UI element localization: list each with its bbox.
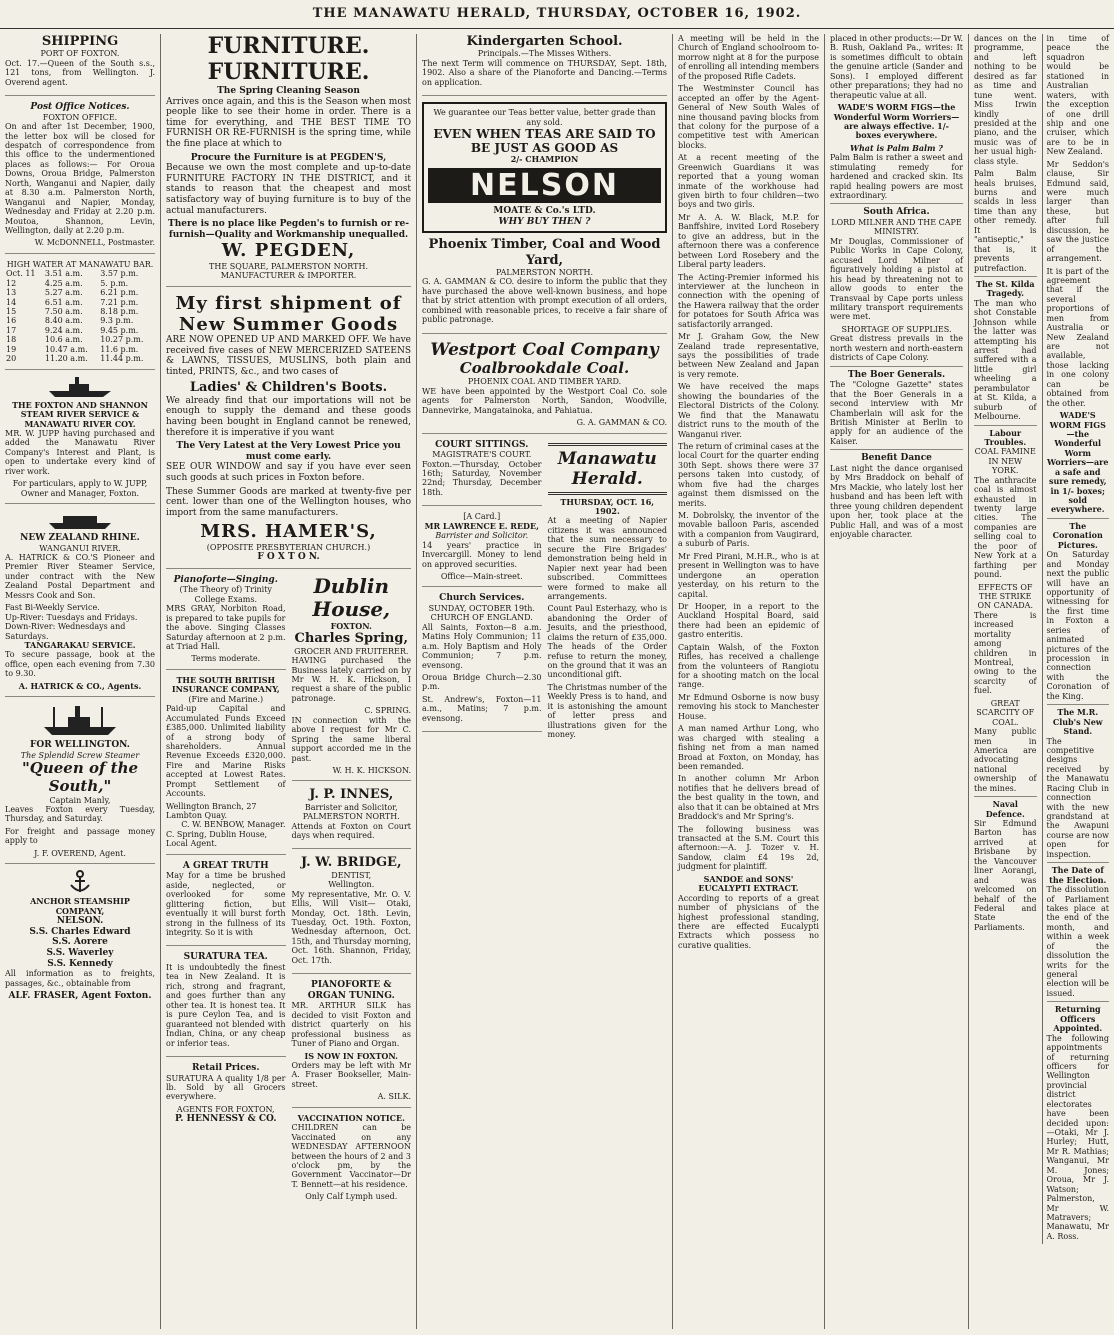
news-item: A meeting will be held in the Church of England schoolroom to-morrow night at 8 for the purpose of enrolling all intending members of the proposed Rifle Cadets. [678, 34, 819, 81]
wellington-head: FOR WELLINGTON. [30, 740, 130, 751]
worm-figs-ad-2: WADE'S WORM FIGS—the Wonderful Worm Worriers—are a safe and sure remedy, in 1/- boxes; sold everywhere. [1047, 410, 1109, 515]
dublin-town: FOXTON. [330, 620, 372, 631]
rhine-up: Up-River: Tuesdays and Fridays. [5, 612, 138, 622]
tide-cell: Oct. 11 [6, 269, 36, 279]
nelson-co: MOATE & Co.'s LTD. [493, 206, 596, 217]
tide-cell: 9.45 p.m. [100, 325, 139, 335]
herald-text: At a meeting of Napier citizens it was announced that the sum necessary to secure the Fire Brigades' demonstration being held in Napier next year had been subscribed. Committees were formed to make all arrangements. [547, 516, 667, 601]
tide-cell: 11.20 a.m. [44, 354, 88, 364]
tide-cell: 6.51 a.m. [44, 297, 83, 307]
furniture-addr: THE SQUARE, PALMERSTON NORTH. [209, 261, 368, 271]
westport-ad [422, 340, 667, 434]
tide-cell: 5. p.m. [100, 278, 129, 288]
col3-split-row [422, 440, 667, 743]
insurance-head: THE SOUTH BRITISH INSURANCE COMPANY, [171, 674, 280, 695]
vaccination-head: VACCINATION NOTICE. [297, 1112, 405, 1123]
rhine-text: A. HATRICK & CO.'S Pioneer and Premier River Steamer Service, under contract with the New Zealand Postal Department and Messrs Cook and Son. [5, 553, 155, 600]
bridge-text: My representative, Mr. O. V. Ellis, Will Visit— Otaki, Monday, Oct. 18th. Levin, Tuesday, Oct. 19th. Foxton, Wednesday afternoon, Oct. 15th, and Thursday morning, Oct. 16th. Shannon, Friday, Oct. 17th. [291, 889, 411, 965]
tide-cell: 14 [6, 297, 17, 307]
col2-split-row [166, 575, 411, 1202]
furniture-text2: Because we own the most complete and up-to-date FURNITURE FACTORY IN THE DISTRICT, and it stands to reason that the cheapest and most satisfactory way of buying furniture is to buy of the actual manufacturers. [166, 163, 411, 216]
anchor-note: All information as to freights, passages, &c., obtainable from [5, 969, 155, 988]
news-item: The return of criminal cases at the local Court for the quarter ending 30th Sept. shows there were 37 persons taken into custody, of whom five had the charges against them dismissed on the merits. [678, 441, 819, 508]
anchor-company [5, 870, 155, 1001]
prices-name: P. HENNESSY & CO. [175, 1114, 277, 1125]
timber-text: G. A. GAMMAN & CO. desire to inform the public that they have purchased the above well-known business, and hope that by strict attention with prompt execution of all orders, combined with reasonable prices, to receive a fair share of public patronage. [422, 277, 667, 325]
naval-head: Naval Defence. [974, 796, 1037, 819]
palm-balm-head: What is Palm Balm ? [850, 142, 943, 153]
tide-cell: 19 [6, 344, 17, 354]
furniture-text: Arrives once again, and this is the Season when most people like to see their home in order. There is a time for everything, and THE BEST TIME TO FURNISH OR RE-FURNISH is the spring time, while the fine place at which to [166, 96, 411, 149]
tuning-now: IS NOW IN FOXTON. [304, 1050, 398, 1061]
tuning-text: MR. ARTHUR SILK has decided to visit Foxton and district quarterly on his professional business as Tuner of Piano and Organ. [291, 1001, 411, 1049]
shipment-latest: The Very Latest at the Very Lowest Price you must come early. [176, 441, 401, 462]
timber-ad [422, 237, 667, 333]
tide-row [5, 335, 155, 344]
benefit-head: Benefit Dance [830, 449, 963, 464]
col6-right-sub [1042, 34, 1110, 1244]
tide-cell: 7.50 a.m. [44, 307, 83, 316]
tide-cell: 12 [6, 278, 17, 288]
tide-cell: 7.21 p.m. [100, 297, 139, 307]
shipment-boots: Ladies' & Children's Boots. [189, 380, 388, 396]
worm-figs-ad: WADE'S WORM FIGS—the Wonderful Worm Worriers—are always effective. 1/- boxes everywhere. [833, 102, 960, 141]
nelson-why: WHY BUY THEN ? [498, 216, 591, 227]
herald-date: THURSDAY, OCT. 16, 1902. [560, 496, 655, 517]
reade-text: 14 years' practice in Invercargill. Money to lend on approved securities. [422, 540, 542, 569]
tide-cell: 10.27 p.m. [100, 335, 144, 345]
shipment-text4: These Summer Goods are marked at twenty-five per cent. lower than one of the Wellington houses, who import from the same manufacturers. [166, 486, 411, 518]
herald-rule [548, 443, 668, 446]
steam-contact: For particulars, apply to W. JUPP, Owner and Manager, Foxton. [12, 479, 148, 498]
kilda-head: The St. Kilda Tragedy. [974, 276, 1037, 299]
dublin-text: HAVING purchased the Business lately carried on by Mr W. H. K. Hickson, I request a share of the public patronage. [291, 656, 411, 703]
rhine-head: NEW ZEALAND RHINE. [20, 533, 140, 543]
furniture-sub: The Spring Cleaning Season [217, 85, 360, 96]
news-item: According to reports of a great number of physicians of the highest professional standing, there are effected Eucalypti Extracts which possess no curative qualities. [678, 893, 819, 950]
church-date: SUNDAY, OCTOBER 19th. [428, 603, 535, 613]
news-item: In another column Mr Arbon notifies that he delivers bread of the best quality in the town, and also that it can be obtained at Mrs Braddock's and Mr Spring's. [678, 774, 819, 822]
westport-text: WE have been appointed by the Westport Coal Co. sole agents for Palmerston North, Sandon, Woodville, Dannevirke, Mangatainoka, and Pahiatua. [422, 386, 667, 415]
tide-row [5, 279, 155, 288]
column-2 [160, 34, 416, 1329]
tide-cell: 20 [6, 354, 17, 364]
post-office [5, 102, 155, 254]
club-text: The competitive designs received by the Manawatu Racing Club in connection with the new grandstand at the Awapuni course are now open for inspection. [1046, 736, 1109, 859]
news-item: The Westminster Council has accepted an offer by the Agent-General of New South Wales of nine thousand paving blocks from that colony for the purpose of a competitive test with American blocks. [678, 84, 819, 150]
tide-cell: 16 [6, 316, 17, 326]
shortage-head: SHORTAGE OF SUPPLIES. [841, 324, 952, 334]
herald-text3: The Christmas number of the Weekly Press is to hand, and it is astonishing the amount of letter press and illustrations given for the money. [547, 682, 667, 740]
kindergarten-ad [422, 34, 667, 96]
church-head: Church Services. [439, 593, 525, 604]
shipment-head: My first shipment of New Summer Goods [175, 292, 402, 335]
tide-cell: 11.6 p.m. [100, 344, 139, 354]
news-item: Captain Walsh, of the Foxton Rifles, has received a challenge from the volunteers of Rangiotu for a shooting match on the local range. [678, 642, 819, 690]
church-sub: CHURCH OF ENGLAND. [430, 613, 533, 623]
coronation-head: The Coronation Pictures. [1047, 518, 1110, 550]
steam-head: THE FOXTON AND SHANNON STEAM RIVER SERVICE & MANAWATU RIVER COY. [12, 399, 148, 429]
prices-head: Retail Prices. [192, 1062, 260, 1073]
news-item: A man named Arthur Long, who was charged with stealing a fishing net from a man named Broad at Foxton, on Monday, has been remanded. [678, 724, 819, 771]
summer-goods-ad [166, 293, 411, 569]
wellington-steamer [5, 703, 155, 864]
dublin-text2: IN connection with the above I request for Mr C. Spring the same liberal support accorded me in the past. [291, 715, 411, 763]
rhine-sub: WANGANUI RIVER. [39, 543, 121, 553]
column-6 [968, 34, 1114, 1329]
post-office-sub: FOXTON OFFICE. [42, 112, 118, 122]
shipping-head: SHIPPING [41, 34, 119, 49]
anchor-ship-name: S.S. Aorere [52, 937, 108, 948]
election-head: The Date of the Election. [1047, 862, 1110, 885]
news-item: It is part of the agreement that if the several proportions of men from Australia or New Zealand are not available, those lacking in one colony can be obtained from the other. [1046, 266, 1109, 408]
tide-rows [5, 269, 155, 363]
returning-head: Returning Officers Appointed. [1047, 1001, 1110, 1033]
tuning-sign: A. SILK. [377, 1092, 411, 1102]
church-text: All Saints, Foxton—8 a.m. Matins Holy Communion; 11 a.m. Holy Baptism and Holy Communion; 7 p.m. evensong. [422, 622, 542, 670]
postmaster: W. McDONNELL, Postmaster. [34, 238, 155, 248]
nelson-brand: NELSON [428, 168, 661, 203]
reade-card [422, 512, 542, 587]
news-item: Mr J. Graham Gow, the New Zealand trade representative, says the possibilities of trade between New Zealand and Japan is very remote. [678, 332, 819, 379]
nelson-tea-ad [422, 102, 667, 233]
suratura-head: SURATURA TEA. [183, 952, 268, 963]
shortage-text: Great distress prevails in the north western and north-eastern districts of Cape Colony. [830, 334, 963, 363]
piano-sub: (The Theory of) Trinity College Exams. [179, 585, 272, 604]
furniture-procure: Procure the Furniture is at PEGDEN'S, [190, 152, 387, 163]
nelson-price: 2/- CHAMPION [510, 154, 579, 165]
col2-left-sub [166, 575, 286, 1202]
rhine-agents: A. HATRICK & CO., Agents. [18, 680, 142, 691]
bridge-sub: DENTIST, [331, 870, 372, 880]
tide-cell: 13 [6, 288, 17, 298]
coal-sub: COAL FAMINE IN NEW YORK. [974, 447, 1036, 476]
furniture-head: FURNITURE. FURNITURE. [207, 34, 370, 85]
anchor-agent: ALF. FRASER, Agent Foxton. [8, 991, 152, 1002]
kinder-text: The next Term will commence on THURSDAY, Sept. 18th, 1902. Also a share of the Pianoforte and Dancing.—Terms on application. [422, 58, 667, 87]
kinder-principals: Principals.—The Misses Withers. [477, 49, 612, 59]
anchor-ship-name: S.S. Charles Edward [29, 926, 131, 937]
wellington-sail: Leaves Foxton every Tuesday, Thursday, and Saturday. [5, 805, 155, 824]
piano-ad [166, 575, 286, 670]
tide-cell: 18 [6, 335, 17, 345]
tide-cell: 17 [6, 325, 17, 335]
church-text2: Oroua Bridge Church—2.30 p.m. [422, 673, 542, 692]
nelson-even: EVEN WHEN TEAS ARE SAID TO BE JUST AS GOOD AS [433, 126, 656, 156]
piano-head: Pianoforte—Singing. [173, 574, 278, 585]
prices-text: SURATURA A quality 1/8 per lb. Sold by all Grocers everywhere. [166, 1073, 286, 1102]
vaccination-lymph: Only Calf Lymph used. [305, 1192, 398, 1202]
insurance-mgr: C. W. BENBOW, Manager. [181, 820, 286, 830]
south-africa-text: Mr Douglas, Commissioner of Public Works in Cape Colony, accused Lord Milner of figuratively holding a pistol at his head by threatening not to allow goods to enter the Transvaal by Cape ports unless military transport requirements were met. [830, 236, 963, 322]
election-text: The dissolution of Parliament takes place at the end of the month, and within a week of the dissolution the writs for the general election will be issued. [1046, 885, 1109, 998]
vaccination-text: CHILDREN can be Vaccinated on any WEDNESDAY AFTERNOON between the hours of 2 and 3 o'clock pm, by the Government Vaccinator—Dr T. Bennett—at his residence. [291, 1123, 411, 1189]
tide-row [5, 298, 155, 307]
truth-head: A GREAT TRUTH [182, 860, 269, 871]
innes-text: Attends at Foxton on Court days when required. [291, 821, 411, 841]
col2-right-sub [292, 575, 412, 1202]
suratura-text: It is undoubtedly the finest tea in New Zealand. It is rich, strong and fragrant, and goes further than any other tea. It is honest tea. It is pure Ceylon Tea, and is guaranteed not blended with Indian, China, or any cheap or inferior teas. [166, 963, 286, 1048]
masthead-title: THE MANAWATU HERALD, THURSDAY, OCTOBER 16, 1902. [312, 6, 802, 21]
col6-split-row [974, 34, 1109, 1244]
shipping-notice [5, 34, 155, 96]
steam-text: MR. W. JUPP having purchased and added the Manawatu River Company's Interest and Plant, is open to undertake every kind of river work. [5, 428, 155, 476]
shipping-text: Oct. 17.—Queen of the South s.s., 121 tons, from Wellington. J. Overend agent. [5, 58, 155, 87]
westport-sign: G. A. GAMMAN & CO. [576, 418, 667, 428]
wellington-ship: "Queen of the South," [21, 759, 139, 795]
news-item: in time of peace the squadron would be stationed in Australian waters, with the exception of one drill ship and one cruiser, which are to be in New Zealand. [1046, 34, 1109, 157]
bridge-ad [292, 855, 412, 974]
canada-head: EFFECTS OF THE STRIKE ON CANADA. [977, 582, 1033, 611]
piano-text: MRS GRAY, Norbiton Road, is prepared to take pupils for the above. Singing Classes Saturday afternoon at 2 p.m. at Triad Hall. [166, 604, 286, 651]
tide-head: HIGH WATER AT MANAWATU BAR. [6, 259, 154, 269]
coronation-text: On Saturday and Monday next the public will have an opportunity of witnessing for the first time in Foxton a series of animated pictures of the procession in connection with the Coronation of the King. [1046, 550, 1109, 701]
insurance-ad [166, 676, 286, 855]
tide-cell: 3.57 p.m. [100, 269, 139, 279]
dublin-head: Dublin House, [312, 573, 391, 622]
column-1 [0, 34, 160, 1329]
tide-cell: 4.25 a.m. [44, 278, 83, 288]
wellington-agent: J. F. OVEREND, Agent. [34, 848, 126, 858]
shipment-opp: (OPPOSITE PRESBYTERIAN CHURCH.) [206, 542, 371, 552]
post-office-head: Post Office Notices. [30, 102, 130, 113]
innes-sub: Barrister and Solicitor, [304, 802, 398, 812]
court-sub: MAGISTRATE'S COURT. [432, 450, 532, 460]
herald-text2: Count Paul Esterhazy, who is abandoning the Order of Jesuits, and the priesthood, claims the return of £35,000. The heads of the Order refuse to return the money, on the ground that it was an unconditional gift. [547, 604, 667, 680]
news-item: Mr Seddon's clause, Sir Edmund said, were much larger than these, but after full discussion, he saw the justice of the arrangement. [1046, 159, 1109, 264]
coal-text: The anthracite coal is almost exhausted in twenty large cities. The companies are selling coal to the poor of New York at a farthing per pound. [974, 475, 1037, 580]
furniture-role: MANUFACTURER & IMPORTER. [220, 271, 357, 281]
col3-right-sub [548, 440, 668, 743]
timber-head: Phoenix Timber, Coal and Wood Yard, [428, 237, 661, 268]
insurance-text: Paid-up Capital and Accumulated Funds Exceed £385,000. Unlimited liability of a strong body of shareholders. Annual Revenue Exceeds £320,000. Fire and Marine Risks accepted at Lowest Rates. Prompt Settlement of Accounts. [166, 704, 286, 799]
tuning-ad [292, 980, 412, 1108]
court-text: Foxton.—Thursday, October 16th; Saturday, November 22nd; Thursday, December 18th. [422, 459, 542, 497]
column-4 [672, 34, 824, 1329]
riverboat-icon [45, 510, 115, 530]
church-ad [422, 593, 542, 732]
wellington-sub: The Splendid Screw Steamer [20, 750, 140, 760]
kinder-head: Kindergarten School. [466, 34, 623, 49]
truth-ad [166, 861, 286, 947]
shipment-text2: We already find that our importations will not be enough to supply the demand and these goods having been bought in England cannot be renewed, therefore it is imperative if you want [166, 395, 411, 438]
south-africa-sub: LORD MILNER AND THE CAPE MINISTRY. [831, 218, 962, 237]
insurance-sub: (Fire and Marine.) [188, 694, 264, 704]
south-africa-head: South Africa. [830, 203, 963, 218]
tide-table [5, 260, 155, 370]
rhine-tangarakau: TANGARAKAU SERVICE. [24, 639, 136, 650]
news-item: dances on the programme, and left nothing to be desired as far as time and tune went. Miss Irwin kindly presided at the piano, and the music was of her usual high-class style. [974, 34, 1037, 166]
tide-cell: 3.51 a.m. [44, 269, 83, 279]
anchor-ship-name: S.S. Kennedy [47, 958, 113, 969]
reade-card-label: [A Card.] [463, 512, 501, 522]
news-item: M. Dobrolsky, the inventor of the movable balloon Paris, ascended with a companion from Vaugirard, a suburb of Paris. [678, 511, 819, 549]
piano-terms: Terms moderate. [191, 654, 261, 664]
steam-service [5, 376, 155, 504]
tide-cell: 5.27 a.m. [44, 288, 83, 298]
tide-cell: 10.47 a.m. [44, 344, 88, 354]
westport-yard: PHOENIX COAL AND TIMBER YARD. [467, 377, 622, 387]
tide-row [5, 269, 155, 278]
court-ad [422, 440, 542, 507]
innes-town: PALMERSTON NORTH. [302, 812, 400, 822]
suratura-ad [166, 952, 286, 1057]
dublin-trade: GROCER AND FRUITERER. [294, 646, 409, 656]
church-text3: St. Andrew's, Foxton—11 a.m., Matins; 7 p.m. evensong. [422, 694, 542, 723]
screw-steamer-icon [40, 703, 120, 737]
tide-cell: 15 [6, 307, 17, 316]
rhine-service [5, 510, 155, 697]
news-item: Mr A. A. W. Black, M.P. for Banffshire, invited Lord Rosebery to give an address, but in the afternoon there was a conference between Lord Rosebery and the Liberal party leaders. [678, 212, 819, 270]
news-item: Palm Balm heals bruises, burns and scalds in less time than any other remedy. It is "antiseptic," that is, it prevents putrefaction. [974, 169, 1037, 273]
scarcity-head: GREAT SCARCITY OF COAL. [976, 698, 1035, 727]
tide-cell: 9.24 a.m. [44, 325, 83, 335]
vaccination-ad [292, 1114, 412, 1202]
news-item: Mr Edmund Osborne is now busy removing his stock to Manchester House. [678, 692, 819, 721]
boer-text: The "Cologne Gazette" states that the Boer Generals in a second interview with Mr Chamberlain will ask for the British Minister at Berlin to apply for an audience of the Kaiser. [830, 380, 963, 446]
tide-cell: 10.6 a.m. [44, 335, 83, 345]
reade-name: MR LAWRENCE E. REDE, [424, 520, 539, 531]
herald-title: Manawatu Herald. [557, 448, 657, 489]
reade-role: Barrister and Solicitor. [435, 531, 529, 541]
wellington-freight: For freight and passage money apply to [5, 826, 155, 846]
news-item: We have received the maps showing the boundaries of the Electoral Districts of the Colony. We find that the Manawatu district runs to the mouth of the Wanganui river. [678, 382, 819, 439]
reade-office: Office—Main-street. [440, 571, 523, 581]
rhine-passage: To secure passage, book at the office, open each evening from 7.30 to 9.30. [5, 650, 155, 679]
anchor-port: NELSON. [56, 916, 104, 927]
news-item: Dr Hooper, in a report to the Auckland Hospital Board, said there had been an epidemic of gastro enteritis. [678, 601, 819, 640]
timber-town: PALMERSTON NORTH. [495, 267, 593, 277]
tuning-head: PIANOFORTE & ORGAN TUNING. [307, 980, 395, 1001]
tide-cell: 8.40 a.m. [44, 316, 83, 326]
news-item: At a recent meeting of the Greenwich Guardians it was reported that a young woman inmate of the workhouse had given birth to four children—two boys and two girls. [678, 153, 819, 210]
news-item: Mr Fred Pirani, M.H.R., who is at present in Wellington was to have undergone an operation yesterday, on his return to the capital. [678, 551, 819, 599]
anchor-icon [69, 870, 91, 894]
boer-head: The Boer Generals. [830, 366, 963, 381]
rhine-down: Down-River: Wednesdays and Saturdays. [5, 622, 126, 641]
innes-head: J. P. INNES, [309, 787, 394, 803]
news-item: The following business was transacted at the S.M. Court this afternoon:—A. J. Tozer v. H. Sandow, claim £4 19s 2d, judgment for plaintiff. [678, 824, 819, 872]
dublin-sign2: W. H. K. HICKSON. [332, 765, 411, 775]
tide-row [5, 288, 155, 297]
tide-row [5, 326, 155, 335]
tuning-orders: Orders may be left with Mr A. Fraser Bookseller, Main-street. [291, 1061, 411, 1089]
tide-row [5, 354, 155, 363]
dublin-sign: C. SPRING. [364, 706, 411, 716]
dublin-name: Charles Spring, [294, 631, 408, 647]
steamer-icon [45, 376, 115, 398]
labour-head: Labour Troubles. [974, 425, 1037, 448]
insurance-branch: Wellington Branch, 27 Lambton Quay. [166, 801, 257, 820]
tide-row [5, 316, 155, 325]
nelson-top: We guarantee our Teas better value, better grade than any sold. [433, 108, 656, 127]
column-3 [416, 34, 672, 1329]
shipment-text3: SEE OUR WINDOW and say if you have ever seen such goods at such prices in Foxton before. [166, 462, 411, 484]
prices-agents: AGENTS FOR FOXTON, [176, 1104, 275, 1114]
furniture-there: There is no place like Pegden's to furnish or re-furnish—Quality and Workmanship unequalled. [168, 219, 409, 240]
naval-text: Sir Edmund Barton has arrived at Brisbane by the Vancouver liner Aorangi, and was welcomed on behalf of the Federal and State Parliaments. [974, 819, 1037, 932]
masthead [0, 6, 1114, 29]
herald-rule-2 [548, 492, 668, 495]
shipment-town: F O X T O N. [257, 552, 320, 563]
anchor-ship-name: S.S. Waverley [46, 947, 114, 958]
shipping-sub: PORT OF FOXTON. [40, 49, 120, 59]
truth-text: May for a time be brushed aside, neglected, or overlooked for some glittering fiction, but eventually it will burst forth strong in the fullness of its integrity. So it is with [166, 871, 286, 937]
bridge-town: Wellington. [328, 880, 375, 890]
anchor-head: ANCHOR STEAMSHIP COMPANY, [30, 896, 130, 916]
insurance-local: C. Spring, Dublin House, Local Agent. [166, 829, 268, 849]
benefit-text: Last night the dance organised by Mrs Braddock on behalf of Mrs Mackie, who lately lost her husband and has been left with three young children dependent upon her, took place at the Public Hall, and was of a most enjoyable character. [830, 463, 963, 539]
court-head: COURT SITTINGS. [435, 439, 529, 450]
innes-ad [292, 787, 412, 849]
tide-cell: 9.3 p.m. [100, 316, 134, 326]
news-item: placed in other products:—Dr W. B. Rush, Oakland Pa., writes: It is sometimes difficult to obtain the genuine article (Sander and Sons). I employed different other preparations; they had no therapeutic value at all. [830, 34, 963, 100]
shipment-text: ARE NOW OPENED UP AND MARKED OFF. We have received five cases of NEW MERCERIZED SATEENS & LAWNS, TISSUES, MUSLINS, both plain and tinted, PRINTS, &c., and two cases of [166, 335, 411, 377]
canada-text: There is increased mortality among children in Montreal, owing to the scarcity of fuel. [974, 610, 1037, 696]
prices-ad [166, 1063, 286, 1125]
col6-left-sub [974, 34, 1037, 1244]
sandoe-head: SANDOE and SONS' EUCALYPTI EXTRACT. [698, 873, 799, 894]
news-item: The Acting-Premier informed his interviewer at the luncheon in connection with the opening of the Hawera railway that the order for potatoes for South Africa was satisfactorily arranged. [678, 272, 819, 329]
tide-cell: 11.44 p.m. [100, 354, 144, 364]
furniture-ad [166, 34, 411, 287]
palm-balm-text: Palm Balm is rather a sweet and stimulating remedy for hardened and cracked skin. Its rapid healing powers are most extraordinary. [830, 153, 963, 200]
tide-row [5, 307, 155, 316]
returning-text: The following appointments of returning officers for Wellington provincial district electorates have been decided upon:—Otaki, Mr J. Hurley; Hutt, Mr R. Mathias; Wanganui, Mr M. Jones; Oroua, Mr J. Watson; Palmerston, Mr W. Matravers; Manawatu, Mr A. Ross. [1046, 1033, 1109, 1241]
tide-cell: 6.21 p.m. [100, 288, 139, 298]
rhine-fast: Fast Bi-Weekly Service. [5, 603, 100, 613]
post-office-text: On and after 1st December, 1900, the letter box will be closed for despatch of correspondence from this office to the undermentioned places as follows:— For Oroua Downs, Oroua Bridge, Palmerston North, Wanganui and Napier, daily at 8.30 a.m. Palmerston North, Wanganui and Napier, Monday, Wednesday and Friday at 2.20 p.m. Moutoa, Shannon, Levin, Wellington, daily at 2.20 p.m. [5, 122, 155, 235]
column-5 [824, 34, 968, 1329]
scarcity-text: Many public men in America are advocating national ownership of the mines. [974, 727, 1037, 793]
dublin-ad [292, 575, 412, 782]
wellington-captain: Captain Manly, [49, 795, 111, 805]
kilda-text: The man who shot Constable Johnson while the latter was attempting his arrest had suffered with a little girl wheeling a perambulator at St. Kilda, a suburb of Melbourne. [974, 298, 1037, 422]
tide-row [5, 345, 155, 354]
tide-cell: 8.18 p.m. [100, 307, 139, 316]
bridge-head: J. W. BRIDGE, [300, 855, 402, 871]
westport-sub: Coalbrookdale Coal. [459, 358, 630, 377]
col3-left-sub [422, 440, 542, 743]
club-head: The M.R. Club's New Stand. [1047, 704, 1110, 736]
furniture-name: W. PEGDEN, [221, 240, 356, 262]
shipment-shop: MRS. HAMER'S, [200, 521, 377, 543]
westport-head: Westport Coal Company [430, 339, 659, 360]
anchor-ship-list [5, 927, 155, 969]
